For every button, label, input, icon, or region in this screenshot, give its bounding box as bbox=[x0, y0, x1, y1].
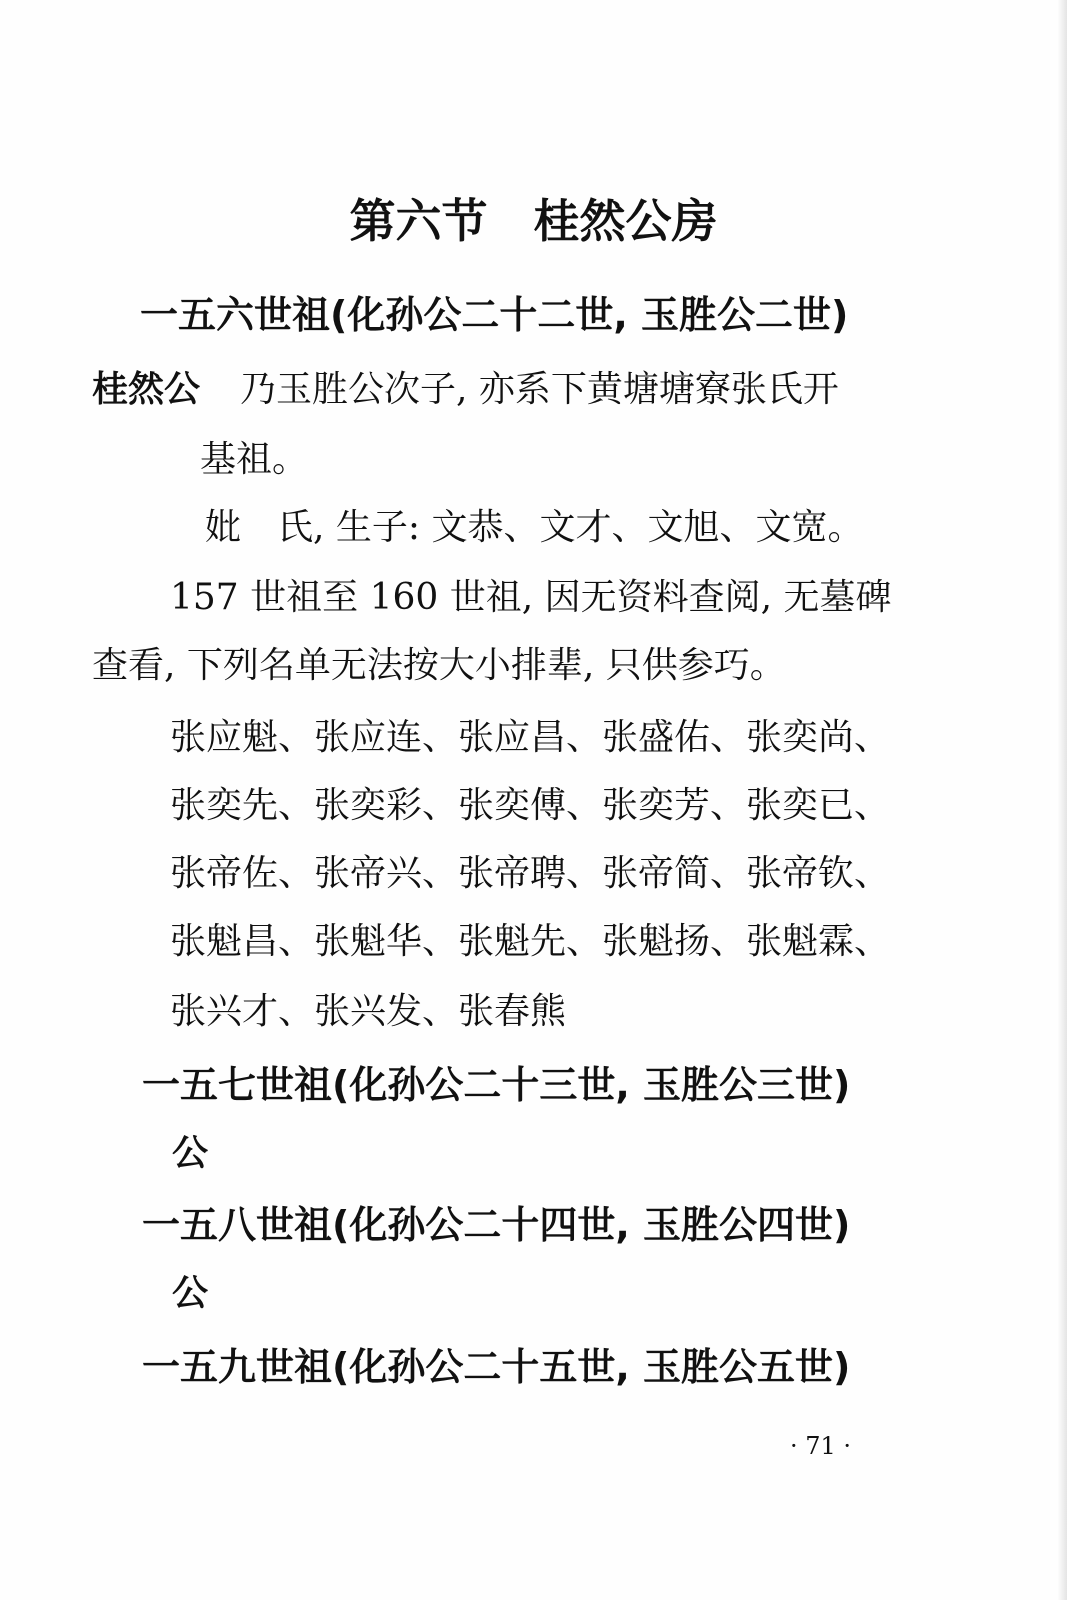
generation-157-name: 公 bbox=[172, 1133, 209, 1174]
generation-156-heading: 一五六世祖(化孙公二十二世, 玉胜公二世) bbox=[140, 293, 849, 337]
names-line-4: 张魁昌、张魁华、张魁先、张魁扬、张魁霖、 bbox=[170, 921, 891, 962]
generation-157-heading: 一五七世祖(化孙公二十三世, 玉胜公三世) bbox=[142, 1063, 851, 1107]
section-title: 第六节 桂然公房 bbox=[349, 194, 718, 248]
note-line-1: 157 世祖至 160 世祖, 因无资料查阅, 无墓碑 bbox=[170, 577, 892, 618]
names-line-1: 张应魁、张应连、张应昌、张盛佑、张奕尚、 bbox=[170, 717, 891, 758]
page-number: · 71 · bbox=[790, 1432, 852, 1460]
guiran-name: 桂然公 bbox=[92, 369, 201, 410]
guiran-spouse-children: 妣 氏, 生子: 文恭、文才、文旭、文宽。 bbox=[205, 507, 864, 548]
note-line-2: 查看, 下列名单无法按大小排辈, 只供参巧。 bbox=[92, 645, 786, 686]
generation-159-heading: 一五九世祖(化孙公二十五世, 玉胜公五世) bbox=[142, 1345, 851, 1389]
guiran-description-line-2: 基祖。 bbox=[200, 439, 309, 480]
names-line-5: 张兴才、张兴发、张春熊 bbox=[170, 991, 567, 1032]
names-line-2: 张奕先、张奕彩、张奕傅、张奕芳、张奕已、 bbox=[170, 785, 891, 826]
generation-158-name: 公 bbox=[172, 1273, 209, 1314]
guiran-description-line-1: 乃玉胜公次子, 亦系下黄塘塘寮张氏开 bbox=[240, 369, 839, 410]
names-line-3: 张帝佐、张帝兴、张帝聘、张帝简、张帝钦、 bbox=[170, 853, 891, 894]
generation-158-heading: 一五八世祖(化孙公二十四世, 玉胜公四世) bbox=[142, 1203, 851, 1247]
